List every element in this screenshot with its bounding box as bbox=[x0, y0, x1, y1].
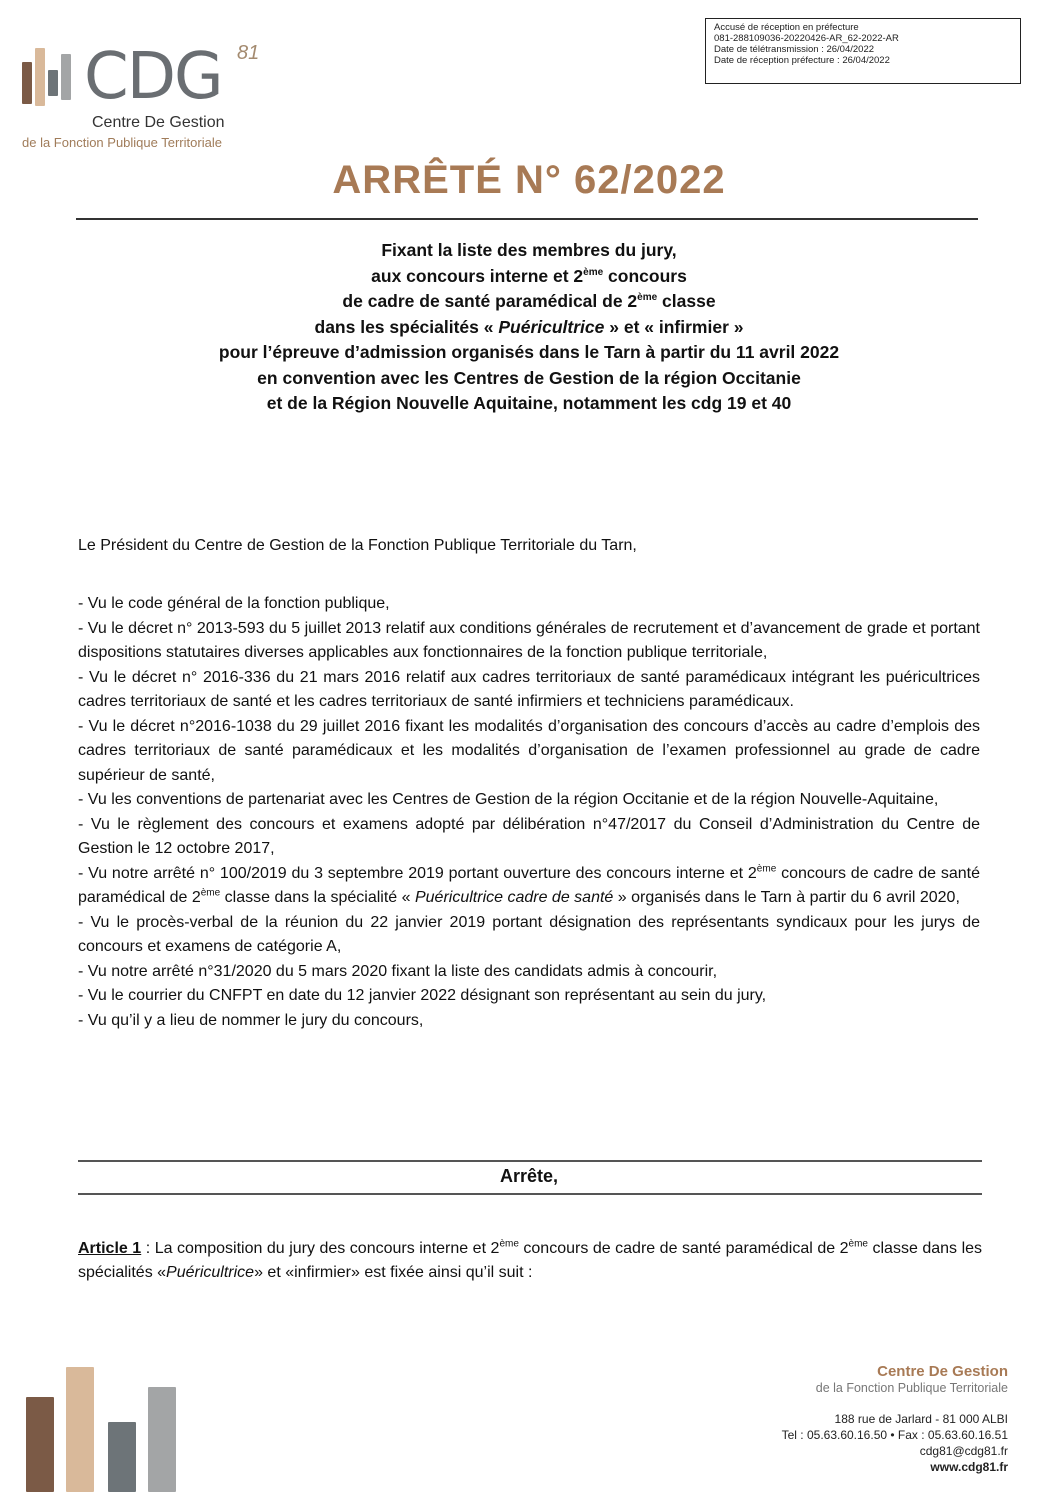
subtitle-line: pour l’épreuve d’admission organisés dans le Tarn à partir du 11 avril 2022 bbox=[218, 342, 840, 362]
logo-letters: CDG bbox=[84, 40, 222, 114]
visa-item: - Vu notre arrêté n° 100/2019 du 3 septembre 2019 portant ouverture des concours interne et 2ème concours de cadre de santé paramédical de 2ème classe dans la spécialité « Puéricultrice cadre de santé » organisés dans le Tarn à partir du 6 avril 2020, bbox=[78, 863, 980, 906]
title-divider bbox=[76, 218, 978, 220]
visa-item: - Vu notre arrêté n°31/2020 du 5 mars 2020 fixant la liste des candidats admis à concourir, bbox=[78, 962, 718, 980]
visa-item: - Vu le code général de la fonction publique, bbox=[78, 595, 390, 612]
article-label: Article 1 bbox=[78, 1240, 142, 1257]
footer-org-name: Centre De Gestion bbox=[877, 1363, 1008, 1380]
footer-bar bbox=[148, 1387, 176, 1492]
visa-item: - Vu le décret n° 2013-593 du 5 juillet 2013 relatif aux conditions générales de recrutement et d’avancement de grade et portant dispositions statutaires diverses applicables aux fonctionnaires de la fonction publique territoriale, bbox=[78, 619, 980, 661]
footer-bar bbox=[66, 1367, 94, 1492]
subtitle-line: Fixant la liste des membres du jury, bbox=[381, 240, 677, 260]
logo-bar bbox=[61, 54, 71, 100]
document-subtitle bbox=[60, 238, 998, 417]
visa-item: - Vu le décret n°2016-1038 du 29 juillet 2016 fixant les modalités d’organisation des concours d’accès au cadre d’emplois des cadres territoriaux de santé paramédicaux et les modalités d’organisation de l’examen professionnel au grade de cadre supérieur de santé, bbox=[78, 717, 980, 784]
logo-bar bbox=[22, 62, 32, 104]
logo-bar bbox=[48, 70, 58, 96]
footer-website[interactable]: www.cdg81.fr bbox=[930, 1460, 1008, 1474]
visa-item: - Vu le procès-verbal de la réunion du 22 janvier 2019 portant désignation des représentants syndicaux pour les jurys de concours et examens de catégorie A, bbox=[78, 913, 980, 955]
subtitle-line: de cadre de santé paramédical de 2ème classe bbox=[342, 291, 716, 311]
visa-item: - Vu qu’il y a lieu de nommer le jury du concours, bbox=[78, 1011, 424, 1029]
footer-contact bbox=[782, 1411, 1008, 1475]
arrete-divider-top bbox=[78, 1160, 982, 1162]
arrete-heading: Arrête, bbox=[499, 1166, 559, 1186]
footer-phone: Tel : 05.63.60.16.50 • Fax : 05.63.60.16.51 bbox=[781, 1428, 1008, 1442]
footer-email[interactable]: cdg81@cdg81.fr bbox=[919, 1444, 1008, 1458]
document-title: ARRÊTÉ N° 62/2022 bbox=[332, 158, 726, 202]
logo-subtitle: Centre De Gestion bbox=[92, 114, 225, 131]
cdg81-logo bbox=[22, 40, 282, 160]
visa-item: - Vu le règlement des concours et examens adopté par délibération n°47/2017 du Conseil d’Administration du Centre de Gestion le 12 octobre 2017, bbox=[78, 815, 980, 857]
footer-logo-bars bbox=[26, 1362, 186, 1492]
footer-org-tagline: de la Fonction Publique Territoriale bbox=[815, 1381, 1008, 1395]
logo-number: 81 bbox=[237, 42, 260, 64]
subtitle-line: dans les spécialités « Puéricultrice » et « infirmier » bbox=[314, 316, 744, 337]
arrete-divider-bottom bbox=[78, 1193, 982, 1195]
stamp-line: 081-288109036-20220426-AR_62-2022-AR bbox=[714, 33, 899, 44]
prefecture-receipt-stamp bbox=[705, 18, 1021, 84]
footer-bar bbox=[108, 1422, 136, 1492]
visa-item: - Vu le courrier du CNFPT en date du 12 janvier 2022 désignant son représentant au sein du jury, bbox=[78, 987, 767, 1004]
subtitle-line: et de la Région Nouvelle Aquitaine, notamment les cdg 19 et 40 bbox=[266, 393, 792, 413]
footer-bar bbox=[26, 1397, 54, 1492]
footer-address: 188 rue de Jarlard - 81 000 ALBI bbox=[834, 1412, 1008, 1426]
stamp-line: Date de télétransmission : 26/04/2022 bbox=[714, 44, 875, 55]
logo-bar bbox=[35, 48, 45, 106]
stamp-line: Accusé de réception en préfecture bbox=[714, 22, 859, 33]
intro-paragraph: Le Président du Centre de Gestion de la Fonction Publique Territoriale du Tarn, bbox=[78, 537, 637, 554]
subtitle-line: aux concours interne et 2ème concours bbox=[371, 265, 687, 286]
article-1: Article 1 : La composition du jury des concours interne et 2ème concours de cadre de santé paramédical de 2ème classe dans les spécialités «Puéricultrice» et «infirmier» est fixée ainsi qu’il suit : bbox=[78, 1238, 983, 1281]
visa-item: - Vu le décret n° 2016-336 du 21 mars 2016 relatif aux cadres territoriaux de santé paramédicaux intégrant les puéricultrices cadres territoriaux de santé et les cadres territoriaux de santé infirmiers et techniciens paramédicaux. bbox=[78, 668, 980, 710]
stamp-line: Date de réception préfecture : 26/04/2022 bbox=[714, 55, 890, 66]
visas-list bbox=[78, 592, 980, 1033]
logo-tagline: de la Fonction Publique Territoriale bbox=[22, 135, 222, 150]
subtitle-line: en convention avec les Centres de Gestion de la région Occitanie bbox=[257, 367, 801, 388]
visa-item: - Vu les conventions de partenariat avec les Centres de Gestion de la région Occitanie et de la région Nouvelle-Aquitaine, bbox=[78, 791, 939, 808]
